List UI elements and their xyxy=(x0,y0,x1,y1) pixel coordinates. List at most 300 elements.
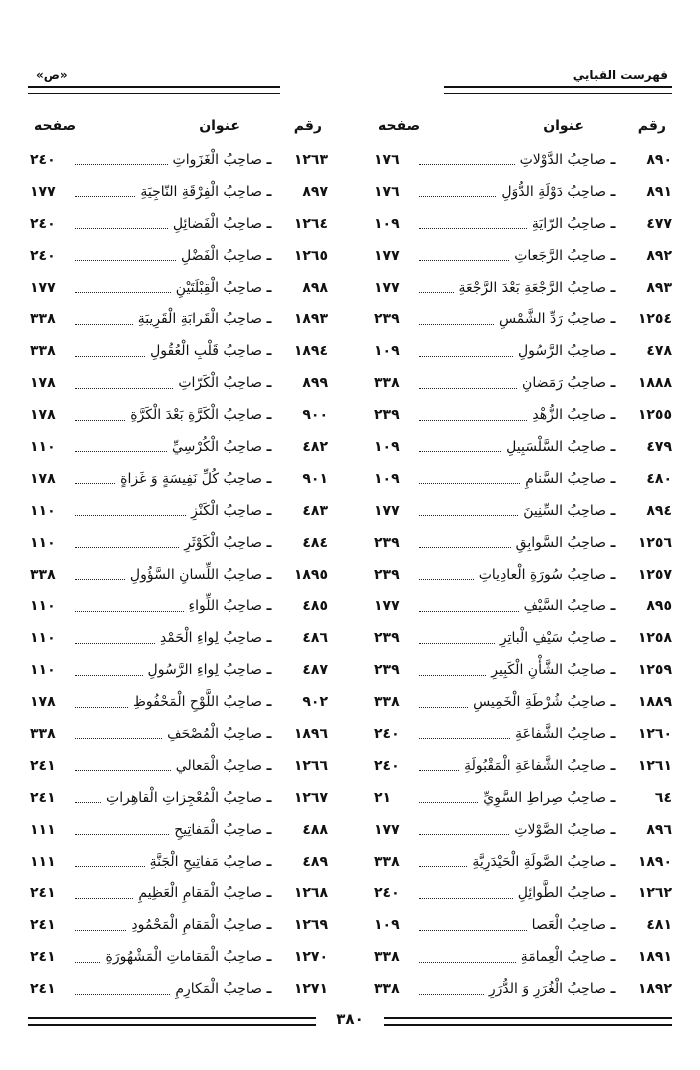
dot-leader xyxy=(419,994,484,995)
header-page: صفحه xyxy=(378,118,421,134)
entry-page: ١٠٩ xyxy=(374,917,400,934)
entry-number: ١٢٥٤ xyxy=(637,311,672,328)
entry-title: صاحِبُ سُورَةِ الْعادِياتِ xyxy=(478,566,606,583)
entry-page: ٢١ xyxy=(374,789,392,806)
entry-title: صاحِبُ الْمَعالي xyxy=(175,757,262,774)
entry-title: صاحِبُ كُلِّ نَفِيسَةٍ وَ غَزاةٍ xyxy=(120,470,262,487)
dot-leader xyxy=(75,738,162,739)
entry-number: ٨٩١ xyxy=(646,183,672,200)
entry-title: صاحِبُ السَّيْفِ xyxy=(523,598,606,615)
index-entry xyxy=(30,240,328,272)
entry-page: ٢٣٩ xyxy=(374,566,400,583)
entry-page: ٣٣٨ xyxy=(30,725,56,742)
entry-separator: ـ xyxy=(266,407,272,424)
entry-separator: ـ xyxy=(610,630,616,647)
index-entry xyxy=(30,399,328,431)
dot-leader xyxy=(75,930,126,931)
entry-title: صاحِبُ الشَّأْنِ الْكَبِيرِ xyxy=(491,662,606,679)
dot-leader xyxy=(419,930,527,931)
dot-leader xyxy=(75,707,128,708)
entry-separator: ـ xyxy=(266,215,272,232)
dot-leader xyxy=(75,388,173,389)
index-entry xyxy=(374,240,672,272)
entry-separator: ـ xyxy=(266,630,272,647)
entry-title: صاحِبُ الرّايَةِ xyxy=(531,215,606,232)
entry-number: ٤٧٧ xyxy=(646,215,672,232)
entry-separator: ـ xyxy=(610,694,616,711)
entry-title: صاحِبُ الْمَفاتِيحِ xyxy=(174,821,262,838)
entry-separator: ـ xyxy=(610,917,616,934)
entry-number: ٨٩٨ xyxy=(302,279,328,296)
entry-page: ٢٤١ xyxy=(30,917,56,934)
dot-leader xyxy=(419,260,509,261)
entry-number: ١٨٩٠ xyxy=(637,853,672,870)
dot-leader xyxy=(75,898,133,899)
index-entry xyxy=(30,750,328,782)
entry-title: صاحِبُ صِراطِ السَّوِيِّ xyxy=(483,789,606,806)
dot-leader xyxy=(419,707,468,708)
entry-title: صاحِبُ الْغُرَرِ وَ الدُّرَرِ xyxy=(488,981,606,998)
dot-leader xyxy=(419,643,495,644)
entry-separator: ـ xyxy=(610,725,616,742)
entry-number: ٤٨٨ xyxy=(302,821,328,838)
entry-title: صاحِبُ الصَّوْلاتِ xyxy=(514,821,606,838)
entry-page: ٢٣٩ xyxy=(374,311,400,328)
entry-separator: ـ xyxy=(266,279,272,296)
entry-title: صاحِبُ لِواءِ الرَّسُولِ xyxy=(147,662,262,679)
entry-number: ١٨٨٩ xyxy=(637,694,672,711)
entry-title: صاحِبُ الْمُعْجِزاتِ الْقاهِراتِ xyxy=(106,789,262,806)
index-entry xyxy=(374,782,672,814)
index-entry xyxy=(374,559,672,591)
entry-page: ١١١ xyxy=(30,853,56,870)
entry-title: صاحِبُ دَوْلَةِ الدُّوَلِ xyxy=(501,183,606,200)
entry-page: ١٧٧ xyxy=(374,247,400,264)
entry-page: ١٠٩ xyxy=(374,343,400,360)
index-entry xyxy=(374,367,672,399)
index-entry xyxy=(30,431,328,463)
footer-rule-right xyxy=(384,1017,672,1026)
entry-number: ٤٨٠ xyxy=(646,470,672,487)
index-entry xyxy=(30,718,328,750)
dot-leader xyxy=(75,164,168,165)
entry-separator: ـ xyxy=(610,311,616,328)
entry-number: ١٢٦٥ xyxy=(293,247,328,264)
entry-page: ٢٤١ xyxy=(30,949,56,966)
entry-page: ١٧٧ xyxy=(30,183,56,200)
entry-separator: ـ xyxy=(266,853,272,870)
dot-leader xyxy=(419,515,518,516)
index-entry xyxy=(30,941,328,973)
index-entry xyxy=(374,431,672,463)
entry-title: صاحِبُ الْقِبْلَتَيْنِ xyxy=(175,279,262,296)
entry-separator: ـ xyxy=(610,279,616,296)
index-entry xyxy=(30,622,328,654)
entry-page: ٣٣٨ xyxy=(30,343,56,360)
index-entry xyxy=(30,463,328,495)
entry-separator: ـ xyxy=(610,502,616,519)
dot-leader xyxy=(419,164,515,165)
entry-number: ٤٨٤ xyxy=(302,534,328,551)
entry-separator: ـ xyxy=(266,438,272,455)
entry-separator: ـ xyxy=(266,917,272,934)
dot-leader xyxy=(419,228,527,229)
entry-number: ٤٨٦ xyxy=(302,630,328,647)
header-page: صفحه xyxy=(34,118,77,134)
entry-number: ٨٩٥ xyxy=(646,598,672,615)
entry-page: ٣٣٨ xyxy=(30,566,56,583)
entry-separator: ـ xyxy=(610,183,616,200)
entry-number: ١٢٧١ xyxy=(293,981,328,998)
entry-number: ٨٩٣ xyxy=(646,279,672,296)
entry-title: صاحِبُ السَّنامِ xyxy=(525,470,606,487)
entry-title: صاحِبُ الرَّجْعَةِ بَعْدَ الرَّجْعَةِ xyxy=(458,279,606,296)
index-entry xyxy=(30,559,328,591)
index-entry xyxy=(374,877,672,909)
entry-title: صاحِبُ الْفَضْلِ xyxy=(181,247,262,264)
entry-title: صاحِبُ السَّوابِقِ xyxy=(515,534,606,551)
index-entry xyxy=(374,208,672,240)
entry-title: صاحِبُ رَمَضانِ xyxy=(522,375,606,392)
entry-number: ١٢٥٥ xyxy=(637,407,672,424)
entry-separator: ـ xyxy=(266,725,272,742)
entry-title: صاحِبُ الدَّوْلاتِ xyxy=(519,151,606,168)
entry-title: صاحِبُ الْقَرابَةِ الْقَرِيبَةِ xyxy=(137,311,262,328)
index-entry xyxy=(374,590,672,622)
entry-title: صاحِبُ السَّلْسَبِيلِ xyxy=(506,438,606,455)
header-rule-right xyxy=(444,86,672,94)
header-title: عنوان xyxy=(199,118,240,134)
index-entry xyxy=(374,814,672,846)
entry-title: صاحِبُ اللِّسانِ السَّؤُولِ xyxy=(129,566,262,583)
dot-leader xyxy=(419,483,520,484)
entry-number: ١٢٦٧ xyxy=(293,789,328,806)
dot-leader xyxy=(75,483,115,484)
index-entry xyxy=(30,495,328,527)
entry-separator: ـ xyxy=(266,662,272,679)
page-header xyxy=(28,68,672,98)
entry-number: ١٨٩١ xyxy=(637,949,672,966)
entry-separator: ـ xyxy=(266,885,272,902)
entry-separator: ـ xyxy=(266,151,272,168)
entry-separator: ـ xyxy=(610,407,616,424)
entry-separator: ـ xyxy=(610,343,616,360)
entry-number: ١٨٨٨ xyxy=(637,375,672,392)
section-letter: «ص» xyxy=(36,68,68,82)
entry-number: ٩٠١ xyxy=(302,470,328,487)
entry-title: صاحِبُ الْغَزَواتِ xyxy=(172,151,262,168)
entry-title: صاحِبُ الْعِمامَةِ xyxy=(520,949,606,966)
entry-page: ١٧٧ xyxy=(374,598,400,615)
dot-leader xyxy=(75,547,179,548)
entry-separator: ـ xyxy=(266,949,272,966)
entry-separator: ـ xyxy=(610,438,616,455)
entry-separator: ـ xyxy=(610,151,616,168)
entry-separator: ـ xyxy=(610,789,616,806)
entry-number: ٦٤ xyxy=(654,789,672,806)
entry-number: ٤٨٧ xyxy=(302,662,328,679)
header-title: عنوان xyxy=(543,118,584,134)
entry-title: صاحِبُ الْمُصْحَفِ xyxy=(167,725,262,742)
entry-title: صاحِبُ الطَّوائِلِ xyxy=(517,885,606,902)
entry-page: ١٠٩ xyxy=(374,438,400,455)
entry-page: ١١٠ xyxy=(30,630,56,647)
entry-number: ٨٩٧ xyxy=(302,183,328,200)
entry-page: ٢٤٠ xyxy=(30,215,56,232)
entry-page: ٢٣٩ xyxy=(374,662,400,679)
entry-number: ٤٧٨ xyxy=(646,343,672,360)
entry-number: ١٢٥٨ xyxy=(637,630,672,647)
entry-number: ٨٩٤ xyxy=(646,502,672,519)
entry-title: صاحِبُ مَفاتِيحِ الْجَنَّةِ xyxy=(149,853,262,870)
dot-leader xyxy=(419,834,509,835)
header-number: رقم xyxy=(637,118,666,134)
entry-list xyxy=(30,144,328,1005)
entry-title: صاحِبُ الشَّفاعَةِ الْمَقْبُولَةِ xyxy=(464,757,606,774)
entry-page: ٢٤٠ xyxy=(374,757,400,774)
index-entry xyxy=(374,718,672,750)
entry-number: ٨٩٢ xyxy=(646,247,672,264)
index-entry xyxy=(30,590,328,622)
entry-separator: ـ xyxy=(266,247,272,264)
entry-number: ١٨٩٣ xyxy=(293,311,328,328)
index-entry xyxy=(30,335,328,367)
entry-page: ٢٤٠ xyxy=(374,725,400,742)
entry-title: صاحِبُ اللَّوْحِ الْمَحْفُوظِ xyxy=(132,694,262,711)
entry-title: صاحِبُ الزُّهْدِ xyxy=(532,407,606,424)
entry-title: صاحِبُ الرَّسُولِ xyxy=(517,343,606,360)
entry-separator: ـ xyxy=(266,534,272,551)
dot-leader xyxy=(419,802,478,803)
entry-number: ١٢٦٦ xyxy=(293,757,328,774)
index-entry xyxy=(30,144,328,176)
entry-title: صاحِبُ الْمَكارِمِ xyxy=(175,981,262,998)
entry-number: ١٢٦٣ xyxy=(293,151,328,168)
entry-separator: ـ xyxy=(266,981,272,998)
index-entry xyxy=(374,846,672,878)
entry-separator: ـ xyxy=(266,311,272,328)
entry-page: ٣٣٨ xyxy=(30,311,56,328)
entry-page: ٣٣٨ xyxy=(374,853,400,870)
entry-separator: ـ xyxy=(266,502,272,519)
entry-title: صاحِبُ رَدِّ الشَّمْسِ xyxy=(498,311,606,328)
entry-page: ١١١ xyxy=(30,821,56,838)
index-entry xyxy=(374,973,672,1005)
entry-page: ٢٣٩ xyxy=(374,630,400,647)
entry-separator: ـ xyxy=(266,789,272,806)
entry-page: ١٧٧ xyxy=(30,279,56,296)
entry-page: ١٧٧ xyxy=(374,502,400,519)
entry-separator: ـ xyxy=(610,821,616,838)
dot-leader xyxy=(419,579,474,580)
book-title: فهرست القبايي xyxy=(572,68,668,82)
entry-title: صاحِبُ الْمَقامِ الْعَظِيمِ xyxy=(138,885,262,902)
dot-leader xyxy=(75,356,145,357)
entry-number: ١٢٦١ xyxy=(637,757,672,774)
entry-number: ١٢٥٦ xyxy=(637,534,672,551)
dot-leader xyxy=(419,738,510,739)
entry-separator: ـ xyxy=(266,470,272,487)
index-entry xyxy=(30,782,328,814)
entry-page: ١١٠ xyxy=(30,534,56,551)
entry-title: صاحِبُ سَيْفِ الْباتِرِ xyxy=(499,630,606,647)
index-column-left xyxy=(30,118,328,1005)
entry-title: صاحِبُ الْكَرَّةِ بَعْدَ الْكَرَّةِ xyxy=(130,407,262,424)
index-entry xyxy=(30,973,328,1005)
entry-separator: ـ xyxy=(610,757,616,774)
entry-page: ٣٣٨ xyxy=(374,949,400,966)
entry-title: صاحِبُ الْفِرْقَةِ النّاجِيَةِ xyxy=(140,183,262,200)
entry-page: ١٧٨ xyxy=(30,407,56,424)
entry-separator: ـ xyxy=(266,343,272,360)
entry-title: صاحِبُ الْكَوْثَرِ xyxy=(184,534,262,551)
entry-page: ٢٤١ xyxy=(30,789,56,806)
entry-page: ٣٣٨ xyxy=(374,375,400,392)
dot-leader xyxy=(419,292,454,293)
dot-leader xyxy=(75,228,168,229)
entry-number: ١٢٧٠ xyxy=(293,949,328,966)
entry-number: ٨٩٠ xyxy=(646,151,672,168)
index-entry xyxy=(30,909,328,941)
index-entry xyxy=(374,750,672,782)
entry-page: ١٧٨ xyxy=(30,694,56,711)
entry-separator: ـ xyxy=(266,694,272,711)
entry-page: ١٧٧ xyxy=(374,279,400,296)
entry-page: ٣٣٨ xyxy=(374,694,400,711)
index-entry xyxy=(374,686,672,718)
entry-separator: ـ xyxy=(610,534,616,551)
entry-separator: ـ xyxy=(610,598,616,615)
dot-leader xyxy=(75,994,170,995)
entry-list xyxy=(374,144,672,1005)
entry-page: ١٧٦ xyxy=(374,151,400,168)
dot-leader xyxy=(419,675,486,676)
entry-page: ٢٤١ xyxy=(30,981,56,998)
entry-title: صاحِبُ الْمَقامِ الْمَحْمُودِ xyxy=(131,917,262,934)
dot-leader xyxy=(75,962,100,963)
dot-leader xyxy=(75,611,184,612)
index-entry xyxy=(374,941,672,973)
index-entry xyxy=(374,335,672,367)
entry-separator: ـ xyxy=(610,215,616,232)
entry-page: ٢٣٩ xyxy=(374,534,400,551)
index-entry xyxy=(30,367,328,399)
dot-leader xyxy=(75,834,169,835)
entry-number: ٤٨٣ xyxy=(302,502,328,519)
index-entry xyxy=(374,144,672,176)
entry-page: ١٧٨ xyxy=(30,375,56,392)
column-header xyxy=(374,118,672,144)
entry-separator: ـ xyxy=(266,375,272,392)
entry-number: ١٢٦٤ xyxy=(293,215,328,232)
entry-title: صاحِبُ شُرْطَةِ الْخَمِيسِ xyxy=(473,694,606,711)
entry-separator: ـ xyxy=(610,853,616,870)
entry-title: صاحِبُ الْكُرْسِيِّ xyxy=(171,438,262,455)
entry-page: ٢٤٠ xyxy=(30,247,56,264)
entry-number: ١٢٦٩ xyxy=(293,917,328,934)
entry-number: ١٢٥٩ xyxy=(637,662,672,679)
entry-title: صاحِبُ اللِّواءِ xyxy=(188,598,262,615)
dot-leader xyxy=(419,962,516,963)
index-entry xyxy=(30,814,328,846)
entry-page: ١٧٧ xyxy=(374,821,400,838)
entry-title: صاحِبُ الْكَرّاتِ xyxy=(178,375,262,392)
dot-leader xyxy=(419,451,501,452)
entry-separator: ـ xyxy=(266,566,272,583)
entry-page: ١٧٦ xyxy=(374,183,400,200)
dot-leader xyxy=(75,420,125,421)
entry-title: صاحِبُ لِواءِ الْحَمْدِ xyxy=(159,630,262,647)
dot-leader xyxy=(419,356,513,357)
dot-leader xyxy=(75,866,145,867)
index-entry xyxy=(374,303,672,335)
dot-leader xyxy=(419,388,517,389)
index-entry xyxy=(30,208,328,240)
entry-separator: ـ xyxy=(266,821,272,838)
dot-leader xyxy=(75,196,135,197)
entry-number: ١٨٩٦ xyxy=(293,725,328,742)
entry-number: ٨٩٩ xyxy=(302,375,328,392)
entry-page: ٢٤١ xyxy=(30,885,56,902)
entry-separator: ـ xyxy=(610,375,616,392)
entry-page: ١٧٨ xyxy=(30,470,56,487)
entry-number: ٩٠٢ xyxy=(302,694,328,711)
index-entry xyxy=(374,176,672,208)
entry-separator: ـ xyxy=(610,885,616,902)
index-entry xyxy=(374,495,672,527)
index-entry xyxy=(374,399,672,431)
footer-rule-left xyxy=(28,1017,316,1026)
entry-number: ٤٧٩ xyxy=(646,438,672,455)
index-entry xyxy=(374,527,672,559)
index-entry xyxy=(374,654,672,686)
entry-separator: ـ xyxy=(610,247,616,264)
dot-leader xyxy=(419,324,494,325)
dot-leader xyxy=(75,515,186,516)
column-header xyxy=(30,118,328,144)
entry-page: ١١٠ xyxy=(30,438,56,455)
entry-number: ٤٨٩ xyxy=(302,853,328,870)
entry-page: ٢٤١ xyxy=(30,757,56,774)
entry-separator: ـ xyxy=(610,981,616,998)
entry-page: ٢٤٠ xyxy=(30,151,56,168)
index-entry xyxy=(30,272,328,304)
entry-separator: ـ xyxy=(266,757,272,774)
index-entry xyxy=(374,272,672,304)
dot-leader xyxy=(75,675,143,676)
entry-title: صاحِبُ الشَّفاعَةِ xyxy=(515,725,606,742)
entry-page: ١٠٩ xyxy=(374,470,400,487)
entry-number: ١٨٩٥ xyxy=(293,566,328,583)
dot-leader xyxy=(419,866,467,867)
entry-title: صاحِبُ الرَّجَعاتِ xyxy=(514,247,606,264)
entry-separator: ـ xyxy=(610,949,616,966)
index-entry xyxy=(30,686,328,718)
entry-page: ١١٠ xyxy=(30,598,56,615)
entry-separator: ـ xyxy=(610,566,616,583)
dot-leader xyxy=(419,196,496,197)
dot-leader xyxy=(75,802,101,803)
index-entry xyxy=(374,909,672,941)
index-column-right xyxy=(374,118,672,1005)
dot-leader xyxy=(419,420,527,421)
entry-number: ٤٨٢ xyxy=(302,438,328,455)
entry-number: ١٢٦٠ xyxy=(637,725,672,742)
entry-separator: ـ xyxy=(610,662,616,679)
entry-number: ٩٠٠ xyxy=(302,407,328,424)
dot-leader xyxy=(419,547,511,548)
entry-page: ٢٣٩ xyxy=(374,407,400,424)
